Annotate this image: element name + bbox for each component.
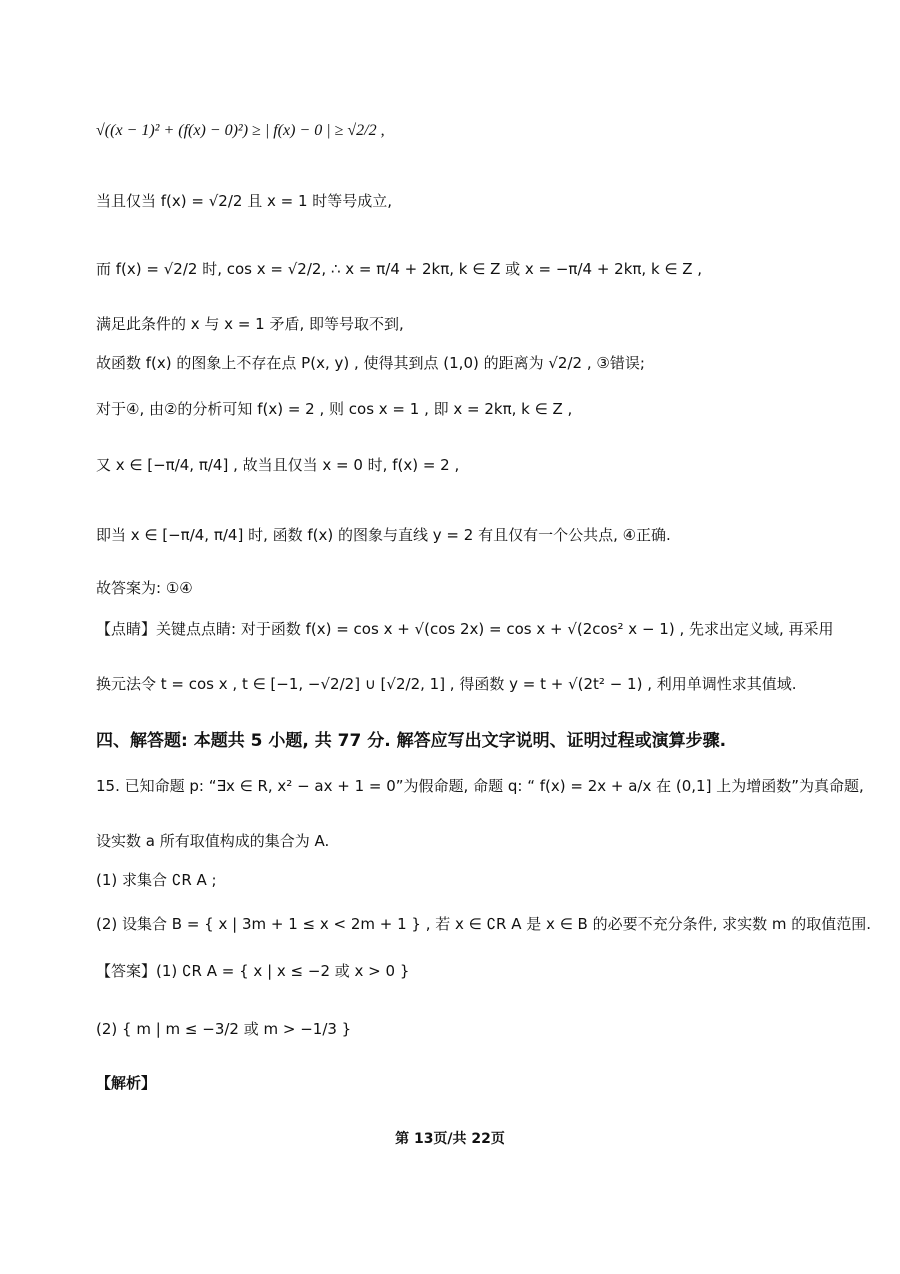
key-point-line: 【点睛】关键点点睛: 对于函数 f(x) = cos x + √(cos 2x) = cos x + √(2cos² x − 1) , 先求出定义域, 再采用 <box>96 620 834 638</box>
question-1: (1) 求集合 ∁R A ; <box>96 871 217 889</box>
conclusion-4-line: 即当 x ∈ [−π/4, π/4] 时, 函数 f(x) 的图象与直线 y = 2 有且仅有一个公共点, ④正确. <box>96 526 671 544</box>
problem-15-set-definition: 设实数 a 所有取值构成的集合为 A. <box>96 832 330 850</box>
conclusion-3-line: 故函数 f(x) 的图象上不存在点 P(x, y) , 使得其到点 (1,0) 的距离为 √2/2 , ③错误; <box>96 354 645 372</box>
question-2: (2) 设集合 B = { x | 3m + 1 ≤ x < 2m + 1 } , 若 x ∈ ∁R A 是 x ∈ B 的必要不充分条件, 求实数 m 的取值范围. <box>96 915 872 933</box>
section-heading: 四、解答题: 本题共 5 小题, 共 77 分. 解答应写出文字说明、证明过程或演算步骤. <box>96 731 727 751</box>
answer-2: (2) { m | m ≤ −3/2 或 m > −1/3 } <box>96 1020 352 1038</box>
problem-15-statement: 15. 已知命题 p: “∃x ∈ R, x² − ax + 1 = 0”为假命题, 命题 q: “ f(x) = 2x + a/x 在 (0,1] 上为增函数”为真命题, <box>96 777 864 795</box>
answer-line: 故答案为: ①④ <box>96 579 193 597</box>
analysis-label: 【解析】 <box>96 1074 157 1092</box>
page-footer: 第 13页/共 22页 <box>395 1131 505 1147</box>
interval-line: 又 x ∈ [−π/4, π/4] , 故当且仅当 x = 0 时, f(x) = 2 , <box>96 456 460 474</box>
analysis-4-line: 对于④, 由②的分析可知 f(x) = 2 , 则 cos x = 1 , 即 x = 2kπ, k ∈ Z , <box>96 400 573 418</box>
answer-1: 【答案】(1) ∁R A = { x | x ≤ −2 或 x > 0 } <box>96 962 410 980</box>
substitution-line: 换元法令 t = cos x , t ∈ [−1, −√2/2] ∪ [√2/2, 1] , 得函数 y = t + √(2t² − 1) , 利用单调性求其值域. <box>96 675 797 693</box>
cosine-solution-line: 而 f(x) = √2/2 时, cos x = √2/2, ∴ x = π/4 + 2kπ, k ∈ Z 或 x = −π/4 + 2kπ, k ∈ Z , <box>96 260 703 278</box>
inequality-line: √((x − 1)² + (f(x) − 0)²) ≥ | f(x) − 0 | ≥ √2/2 , <box>96 122 385 139</box>
contradiction-line: 满足此条件的 x 与 x = 1 矛盾, 即等号取不到, <box>96 315 404 333</box>
equality-condition-line: 当且仅当 f(x) = √2/2 且 x = 1 时等号成立, <box>96 192 393 210</box>
